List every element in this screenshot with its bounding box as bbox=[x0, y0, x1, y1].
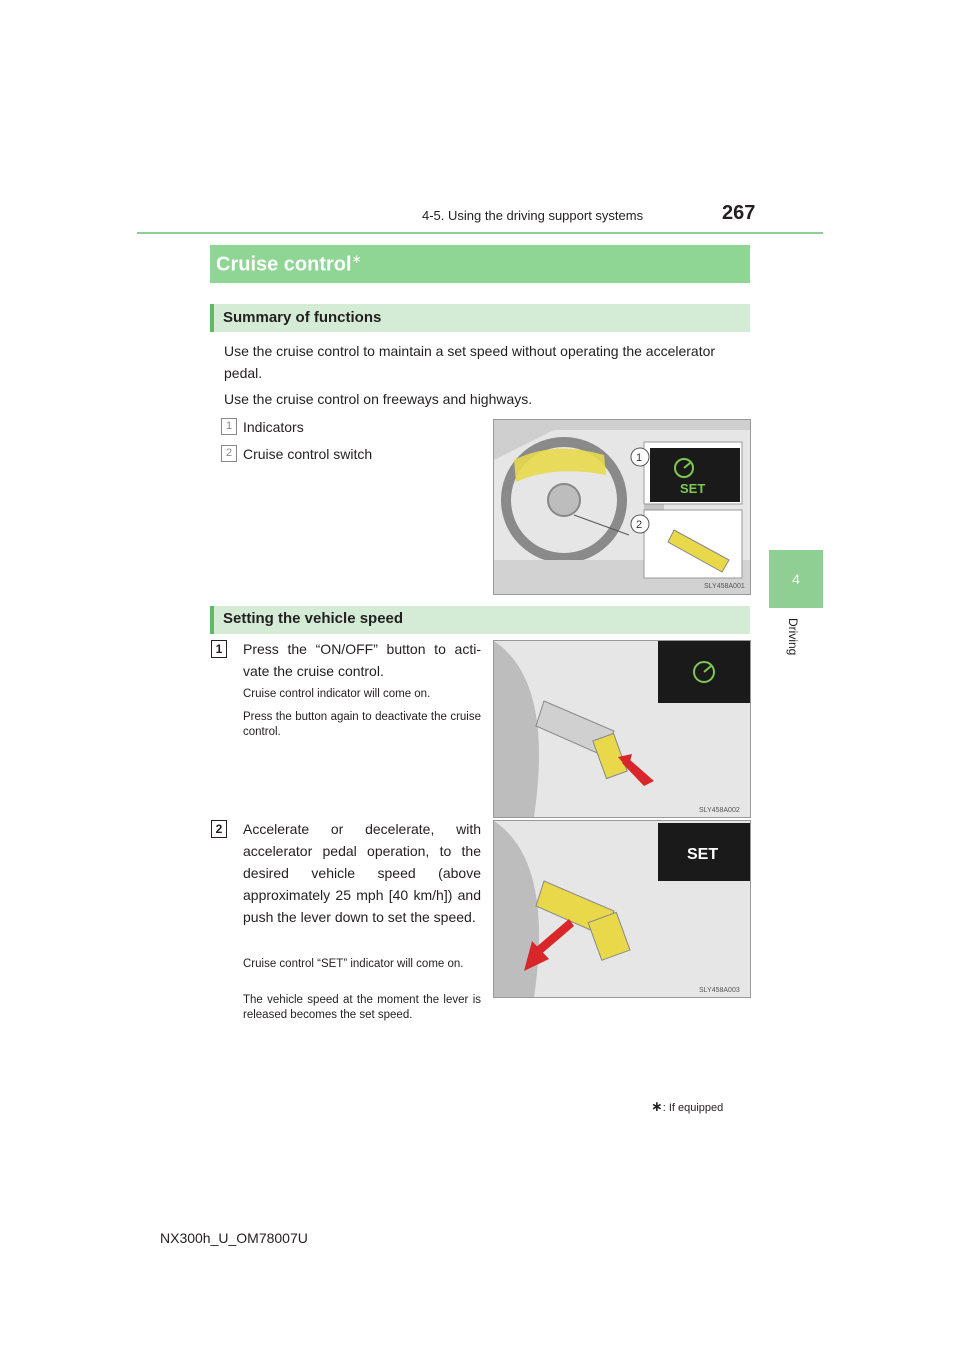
cockpit-set-text: SET bbox=[680, 481, 706, 496]
summary-heading: Summary of functions bbox=[223, 309, 382, 326]
footnote-asterisk: ∗ bbox=[651, 1098, 663, 1114]
cockpit-figure-code: SLY458A001 bbox=[704, 583, 745, 590]
item-number-1: 1 bbox=[221, 418, 237, 435]
footnote bbox=[651, 1098, 723, 1115]
on-off-figure-code: SLY458A002 bbox=[699, 807, 740, 814]
step-1-text: Press the “ON/OFF” button to acti- vate the cruise control. bbox=[243, 641, 481, 679]
set-lever-illustration bbox=[493, 820, 751, 998]
title-label: Cruise control bbox=[216, 253, 352, 276]
setting-heading: Setting the vehicle speed bbox=[223, 610, 404, 627]
summary-paragraph-1: Use the cruise control to maintain a set speed without operating the accelerator pedal. bbox=[224, 343, 716, 381]
step-2-text: Accelerate or decelerate, with accelerator pedal operation, to the desired vehicle speed (above approximately 25 mph [40 km/h]) and push the lever down to set the speed. bbox=[243, 821, 481, 925]
title-asterisk: ∗ bbox=[351, 252, 362, 266]
cockpit-callout-2: 2 bbox=[636, 519, 643, 531]
step-2-note-1: Cruise control “SET” indicator will come on. bbox=[243, 958, 464, 970]
summary-paragraph-2: Use the cruise control on freeways and highways. bbox=[224, 391, 533, 407]
step-1-note-1: Cruise control indicator will come on. bbox=[243, 688, 431, 700]
set-lever-figure-code: SLY458A003 bbox=[699, 987, 740, 994]
footnote-text: : If equipped bbox=[662, 1102, 724, 1114]
item-number-2: 2 bbox=[221, 445, 237, 462]
item-label-switch: Cruise control switch bbox=[243, 446, 373, 462]
page-number: 267 bbox=[722, 202, 756, 224]
on-off-illustration bbox=[493, 640, 751, 818]
page-title bbox=[216, 252, 362, 277]
section-title: 4-5. Using the driving support systems bbox=[422, 208, 644, 223]
model-code: NX300h_U_OM78007U bbox=[160, 1230, 308, 1246]
item-label-indicators: Indicators bbox=[243, 419, 304, 435]
set-display-text: SET bbox=[687, 846, 719, 863]
header-divider bbox=[137, 232, 823, 234]
chapter-label: Driving bbox=[786, 618, 800, 656]
chapter-tab: 4 bbox=[769, 550, 823, 608]
step-1-note-2: Press the button again to deactivate the cruise control. bbox=[243, 711, 481, 738]
cockpit-callout-1: 1 bbox=[636, 452, 643, 464]
step-number-2: 2 bbox=[211, 820, 227, 838]
cockpit-illustration bbox=[493, 419, 751, 595]
step-number-1: 1 bbox=[211, 640, 227, 658]
step-2-note-2: The vehicle speed at the moment the lever is released becomes the set speed. bbox=[243, 994, 481, 1021]
